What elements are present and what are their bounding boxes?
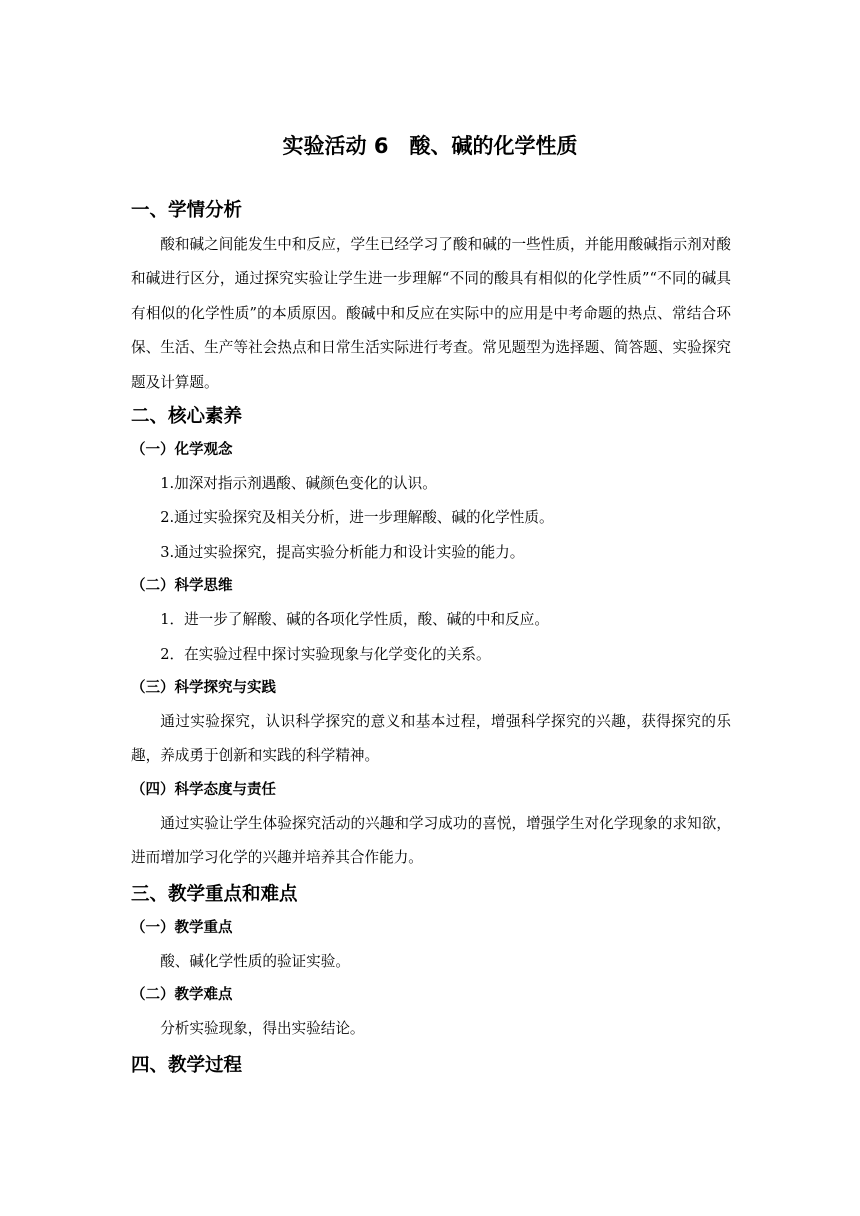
subheading-attitude-responsibility: （四）科学态度与责任 [131, 781, 276, 798]
subheading-teaching-focus: （一）教学重点 [131, 919, 233, 936]
list-item: 1.加深对指示剂遇酸、碱颜色变化的认识。 [160, 475, 437, 493]
teaching-difficulty-paragraph: 分析实验现象，得出实验结论。 [160, 1020, 365, 1038]
section-heading-key-difficult-points: 三、教学重点和难点 [131, 883, 298, 905]
attitude-responsibility-paragraph: 通过实验让学生体验探究活动的兴趣和学习成功的喜悦，增强学生对化学现象的求知欲，进而增加学习化学的兴趣并培养其合作能力。 [131, 814, 731, 867]
subheading-scientific-inquiry: （三）科学探究与实践 [131, 680, 276, 697]
teaching-focus-paragraph: 酸、碱化学性质的验证实验。 [160, 952, 350, 970]
list-item: 2.通过实验探究及相关分析，进一步理解酸、碱的化学性质。 [160, 509, 554, 527]
student-analysis-paragraph: 酸和碱之间能发生中和反应，学生已经学习了酸和碱的一些性质，并能用酸碱指示剂对酸和碱进行区分，通过探究实验让学生进一步理解“不同的酸具有相似的化学性质”“不同的碱具有相似的化学性质”的本质原因。酸碱中和反应在实际中的应用是中考命题的热点、常结合环保、生活、生产等社会热点和日常生活实际进行考查。常见题型为选择题、简答题、实验探究题及计算题。 [131, 236, 731, 391]
subheading-chemistry-concept: （一）化学观念 [131, 442, 233, 459]
section-heading-core-literacy: 二、核心素养 [131, 406, 243, 428]
scientific-inquiry-paragraph: 通过实验探究，认识科学探究的意义和基本过程，增强科学探究的兴趣，获得探究的乐趣，养成勇于创新和实践的科学精神。 [131, 713, 731, 765]
document-title: 实验活动 6 酸、碱的化学性质 [282, 134, 578, 158]
list-item: 1．进一步了解酸、碱的各项化学性质，酸、碱的中和反应。 [160, 611, 549, 629]
subheading-teaching-difficulty: （二）教学难点 [131, 987, 233, 1004]
list-item: 2．在实验过程中探讨实验现象与化学变化的关系。 [160, 645, 491, 663]
list-item: 3.通过实验探究，提高实验分析能力和设计实验的能力。 [160, 543, 525, 561]
section-heading-teaching-process: 四、教学过程 [131, 1054, 243, 1076]
subheading-scientific-thinking: （二）科学思维 [131, 578, 233, 595]
section-heading-student-analysis: 一、学情分析 [131, 200, 243, 221]
document-body [131, 194, 731, 1083]
